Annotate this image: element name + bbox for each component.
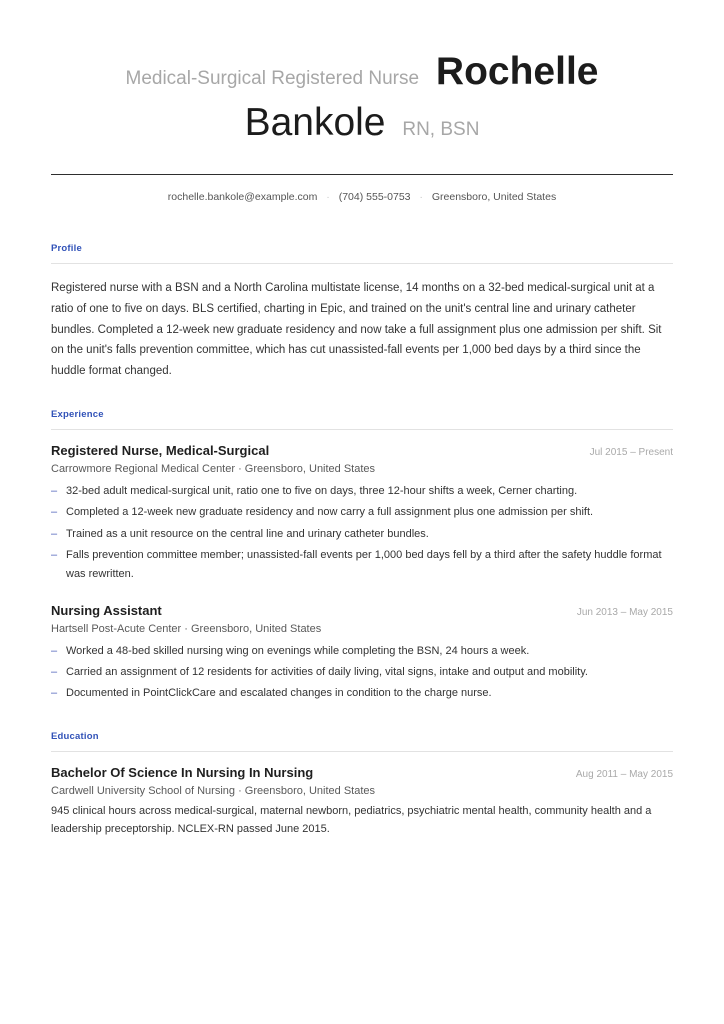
profile-section [51, 243, 673, 382]
education-dates: Aug 2011 – May 2015 [575, 768, 673, 780]
job-bullet: – Completed a 12-week new graduate residency and now carry a full assignment plus one admission per shift. [51, 503, 673, 523]
education-section [51, 731, 673, 839]
degree-title: Bachelor Of Science In Nursing In Nursing [51, 764, 314, 780]
professional-headline: Medical-Surgical Registered Nurse [125, 68, 420, 89]
contact-line [51, 191, 673, 203]
job-entry [51, 443, 673, 585]
contact-phone[interactable]: (704) 555-0753 [338, 191, 411, 203]
profile-summary: Registered nurse with a BSN and a North Carolina multistate license, 14 months on a 32-bed medical-surgical unit at a ratio of one to five on days. BLS certified, charting in Epic, and trained on the unit's central line and urinary catheter bundles. Completed a 12-week new graduate residency and now take a full assignment plus one admission per shift. Sit on the unit's falls prevention committee, which has cut unassisted-fall events per 1,000 bed days by a third since the huddle format changed. [51, 282, 662, 378]
job-bullet: – Trained as a unit resource on the central line and urinary catheter bundles. [51, 525, 673, 545]
job-title: Nursing Assistant [51, 602, 162, 618]
job-bullets [51, 482, 673, 585]
first-name: Rochelle [435, 50, 599, 93]
contact-location: Greensboro, United States [431, 191, 557, 203]
job-bullet: – Carried an assignment of 12 residents for activities of daily living, vital signs, intake and output and mobility. [51, 663, 673, 683]
education-description: 945 clinical hours across medical-surgical, maternal newborn, pediatrics, psychiatric mental health, community health and a leadership preceptorship. NCLEX-RN passed June 2015. [51, 804, 652, 836]
section-title-experience: Experience [51, 408, 104, 420]
section-divider [51, 429, 673, 430]
job-bullets [51, 642, 673, 704]
job-header [51, 603, 673, 618]
resume-header [51, 0, 673, 203]
job-entry [51, 603, 673, 704]
job-header [51, 443, 673, 458]
header-divider [51, 174, 673, 175]
job-title: Registered Nurse, Medical-Surgical [51, 442, 270, 458]
contact-separator: · [326, 191, 330, 203]
job-dates: Jul 2015 – Present [589, 446, 673, 458]
last-name: Bankole [244, 101, 386, 144]
contact-separator: · [419, 191, 423, 203]
job-bullet: – 32-bed adult medical-surgical unit, ratio one to five on days, three 12-hour shifts a week, Cerner charting. [51, 482, 673, 502]
job-bullet: – Documented in PointClickCare and escalated changes in condition to the charge nurse. [51, 684, 673, 704]
education-header [51, 765, 673, 780]
job-organization: Carrowmore Regional Medical Center · Greensboro, United States [51, 462, 376, 475]
job-bullet: – Falls prevention committee member; unassisted-fall events per 1,000 bed days fell by a third after the safety huddle format was rewritten. [51, 546, 673, 585]
section-title-education: Education [51, 730, 99, 742]
job-bullet: – Worked a 48-bed skilled nursing wing on evenings while completing the BSN, 24 hours a week. [51, 642, 673, 662]
name-block [51, 50, 673, 152]
job-organization: Hartsell Post-Acute Center · Greensboro, United States [51, 622, 322, 635]
experience-section [51, 409, 673, 704]
section-divider [51, 263, 673, 264]
education-institution: Cardwell University School of Nursing · Greensboro, United States [51, 784, 376, 797]
education-entry [51, 765, 673, 839]
section-divider [51, 751, 673, 752]
job-dates: Jun 2013 – May 2015 [576, 606, 673, 618]
contact-email[interactable]: rochelle.bankole@example.com [167, 191, 318, 203]
section-title-profile: Profile [51, 243, 82, 254]
credentials: RN, BSN [402, 119, 480, 140]
